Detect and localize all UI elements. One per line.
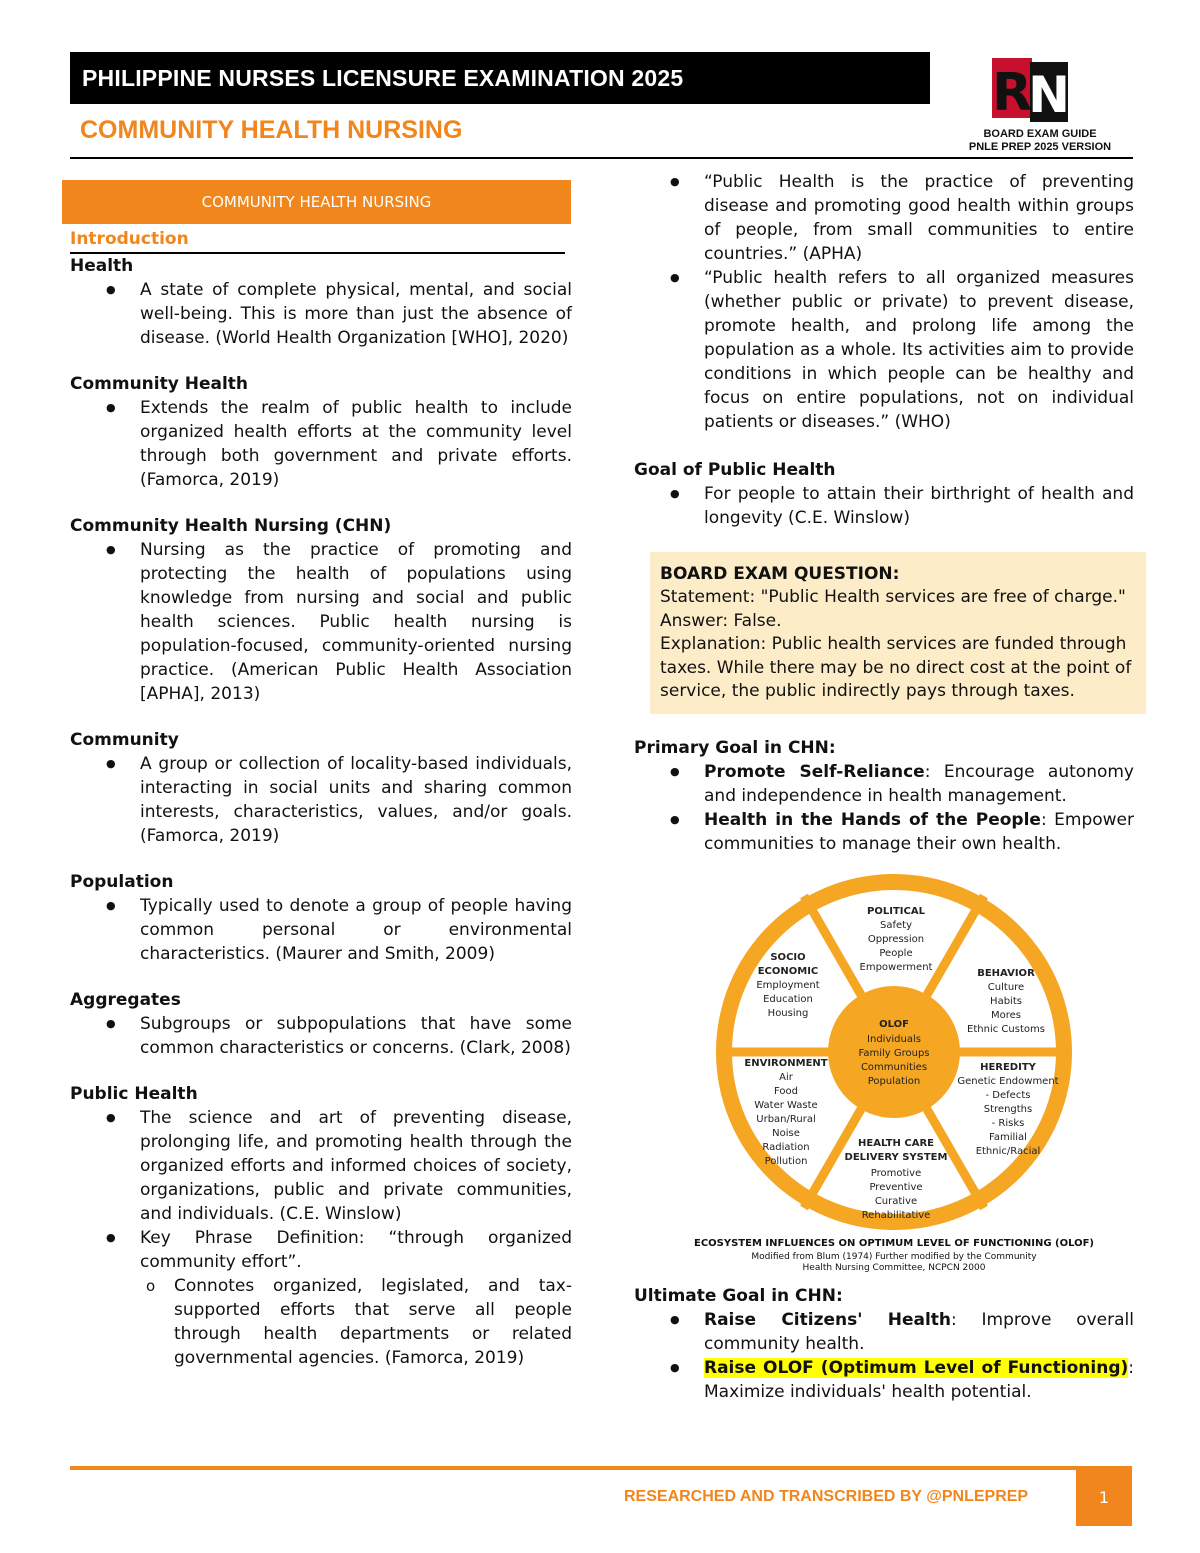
list-item: ● Extends the realm of public health to include organized health efforts at the community level through both government and private efforts. (Famorca, 2019) xyxy=(106,396,572,492)
environment-label: Urban/Rural xyxy=(756,1113,816,1125)
definition: : Maximize individuals' health potential. xyxy=(704,1357,1134,1402)
section-public-health xyxy=(62,1082,572,1370)
center-label: Communities xyxy=(860,1061,928,1073)
section-ultimate-goal xyxy=(634,1284,1134,1404)
center-label: Population xyxy=(867,1075,921,1087)
olof-wheel-diagram xyxy=(684,864,1184,1284)
rn-logo-icon xyxy=(990,58,1070,124)
left-column xyxy=(62,170,572,1392)
board-exam-question-box xyxy=(650,552,1146,714)
environment-label: Pollution xyxy=(764,1155,808,1167)
heredity-label: Strengths xyxy=(983,1103,1033,1115)
header-divider xyxy=(70,157,1133,159)
section-title: Aggregates xyxy=(70,990,181,1010)
list-item: ● The science and art of preventing disease, prolonging life, and promoting health through the organized efforts and informed choices of society, organizations, public and private communities, and individuals. (C.E. Winslow) xyxy=(106,1106,572,1226)
list-item: ● Key Phrase Definition: “through organized community effort”. xyxy=(106,1226,572,1274)
healthcare-label: Promotive xyxy=(870,1167,922,1179)
section-population xyxy=(62,870,572,966)
section-title: Community xyxy=(70,730,179,750)
list-item xyxy=(670,808,1134,856)
socio-label: SOCIO xyxy=(770,951,806,963)
question-explanation: Explanation: Public health services are funded through taxes. While there may be no direct cost at the point of service, the public indirectly pays through taxes. xyxy=(660,634,1132,701)
section-title: Health xyxy=(70,256,134,276)
center-label: Individuals xyxy=(867,1033,921,1045)
environment-label: Food xyxy=(774,1085,798,1097)
section-title: Goal of Public Health xyxy=(634,460,836,480)
definition: : Improve overall community health. xyxy=(704,1309,1134,1354)
sub-list-item: o Connotes organized, legislated, and tax-supported efforts that serve all people through health departments or related governmental agencies. (Famorca, 2019) xyxy=(142,1274,572,1370)
environment-label: Radiation xyxy=(762,1141,810,1153)
section-primary-goal xyxy=(634,736,1134,856)
section-title: Primary Goal in CHN: xyxy=(634,737,836,758)
heredity-label: - Defects xyxy=(985,1089,1031,1101)
list-item: ● “Public Health is the practice of preventing disease and promoting good health within groups of people, from small communities to entire countries.” (APHA) xyxy=(670,170,1134,266)
section-aggregates xyxy=(62,988,572,1060)
list-item: ● Typically used to denote a group of people having common personal or environmental characteristics. (Maurer and Smith, 2009) xyxy=(106,894,572,966)
heredity-label: Familial xyxy=(989,1131,1027,1143)
section-title: Community Health xyxy=(70,374,249,394)
section-health xyxy=(62,254,572,350)
political-label: Safety xyxy=(880,919,912,931)
section-title: Community Health Nursing (CHN) xyxy=(70,516,392,536)
section-title: Population xyxy=(70,872,174,892)
term: Health in the Hands of the People xyxy=(704,809,1041,830)
wheel-caption-line-2: Health Nursing Committee, NCPCN 2000 xyxy=(802,1262,986,1273)
section-community-health xyxy=(62,372,572,492)
behavior-label: BEHAVIOR xyxy=(977,967,1035,979)
question-heading: BOARD EXAM QUESTION: xyxy=(660,564,900,584)
list-item xyxy=(670,1308,1134,1356)
socio-label: ECONOMIC xyxy=(757,965,819,977)
highlighted-term: Raise OLOF (Optimum Level of Functioning) xyxy=(704,1357,1129,1378)
heredity-label: HEREDITY xyxy=(980,1061,1036,1073)
political-label: Empowerment xyxy=(859,961,933,973)
behavior-label: Mores xyxy=(991,1009,1021,1021)
socio-label: Housing xyxy=(767,1007,809,1019)
heredity-label: Genetic Endowment xyxy=(957,1075,1059,1087)
term: Promote Self-Reliance xyxy=(704,761,925,782)
heredity-label: - Risks xyxy=(991,1117,1025,1129)
environment-label: Air xyxy=(779,1071,793,1083)
wheel-caption-title: ECOSYSTEM INFLUENCES ON OPTIMUM LEVEL OF FUNCTIONING (OLOF) xyxy=(693,1237,1095,1249)
logo-line-1: BOARD EXAM GUIDE xyxy=(983,128,1097,140)
behavior-label: Habits xyxy=(990,995,1022,1007)
footer-divider xyxy=(70,1466,1132,1470)
exam-title-bar: PHILIPPINE NURSES LICENSURE EXAMINATION 2025 xyxy=(70,52,930,104)
logo-letter-r: R xyxy=(991,63,1033,123)
subject-title: COMMUNITY HEALTH NURSING xyxy=(80,116,463,144)
political-label: POLITICAL xyxy=(867,905,925,917)
environment-label: ENVIRONMENT xyxy=(744,1057,828,1069)
right-column xyxy=(634,170,1134,1404)
behavior-label: Culture xyxy=(987,981,1025,993)
political-label: People xyxy=(879,947,913,959)
healthcare-label: Preventive xyxy=(869,1181,923,1193)
logo-letter-n: N xyxy=(1028,66,1070,124)
page-number: 1 xyxy=(1076,1470,1132,1526)
heredity-label: Ethnic/Racial xyxy=(975,1145,1041,1157)
question-statement: Statement: "Public Health services are free of charge." xyxy=(660,587,1126,607)
healthcare-label: DELIVERY SYSTEM xyxy=(844,1151,948,1163)
question-answer: Answer: False. xyxy=(660,610,782,631)
intro-heading: Introduction xyxy=(70,226,565,254)
list-item: ● For people to attain their birthright of health and longevity (C.E. Winslow) xyxy=(670,482,1134,530)
logo-line-2: PNLE PREP 2025 VERSION xyxy=(968,141,1112,153)
political-label: Oppression xyxy=(867,933,925,945)
healthcare-label: HEALTH CARE xyxy=(858,1137,934,1149)
term: Raise Citizens' Health xyxy=(704,1309,952,1330)
socio-label: Employment xyxy=(756,979,820,991)
list-item: ● Nursing as the practice of promoting and protecting the health of populations using knowledge from nursing and social and public health sciences. Public health nursing is population-focused, community-oriented nursing practice. (American Public Health Association [APHA], 2013) xyxy=(106,538,572,706)
list-item: ● “Public health refers to all organized measures (whether public or private) to prevent disease, promote health, and prolong life among the population as a whole. Its activities aim to provide conditions in which people can be healthy and focus on entire populations, not on individual patients or diseases.” (WHO) xyxy=(670,266,1134,434)
list-item: ● A state of complete physical, mental, and social well-being. This is more than just the absence of disease. (World Health Organization [WHO], 2020) xyxy=(106,278,572,350)
section-chn xyxy=(62,514,572,706)
section-title: Ultimate Goal in CHN: xyxy=(634,1285,843,1306)
healthcare-label: Curative xyxy=(874,1195,918,1207)
center-label: Family Groups xyxy=(858,1047,930,1059)
section-title: Public Health xyxy=(70,1084,198,1104)
list-item xyxy=(670,760,1134,808)
wheel-caption-line-1: Modified from Blum (1974) Further modified by the Community xyxy=(751,1251,1037,1262)
section-public-health-defs xyxy=(634,170,1134,434)
socio-label: Education xyxy=(763,993,813,1005)
list-item: ● A group or collection of locality-based individuals, interacting in social units and sharing common interests, characteristics, values, and/or goals. (Famorca, 2019) xyxy=(106,752,572,848)
definition: : Encourage autonomy and independence in health management. xyxy=(704,761,1134,806)
section-band: COMMUNITY HEALTH NURSING xyxy=(62,180,571,224)
section-community xyxy=(62,728,572,848)
olof-wheel-svg xyxy=(684,864,1104,1244)
behavior-label: Ethnic Customs xyxy=(967,1023,1045,1035)
list-item: ● Subgroups or subpopulations that have some common characteristics or concerns. (Clark, 2008) xyxy=(106,1012,572,1060)
section-goal-public-health xyxy=(634,458,1134,530)
environment-label: Noise xyxy=(772,1127,800,1139)
definition: : Empower communities to manage their own health. xyxy=(704,809,1134,854)
environment-label: Water Waste xyxy=(754,1099,818,1111)
footer-credit: RESEARCHED AND TRANSCRIBED BY @PNLEPREP xyxy=(624,1488,1029,1505)
logo-caption xyxy=(940,128,1140,154)
center-label: OLOF xyxy=(879,1018,909,1030)
list-item xyxy=(670,1356,1134,1404)
healthcare-label: Rehabilitative xyxy=(861,1209,931,1221)
